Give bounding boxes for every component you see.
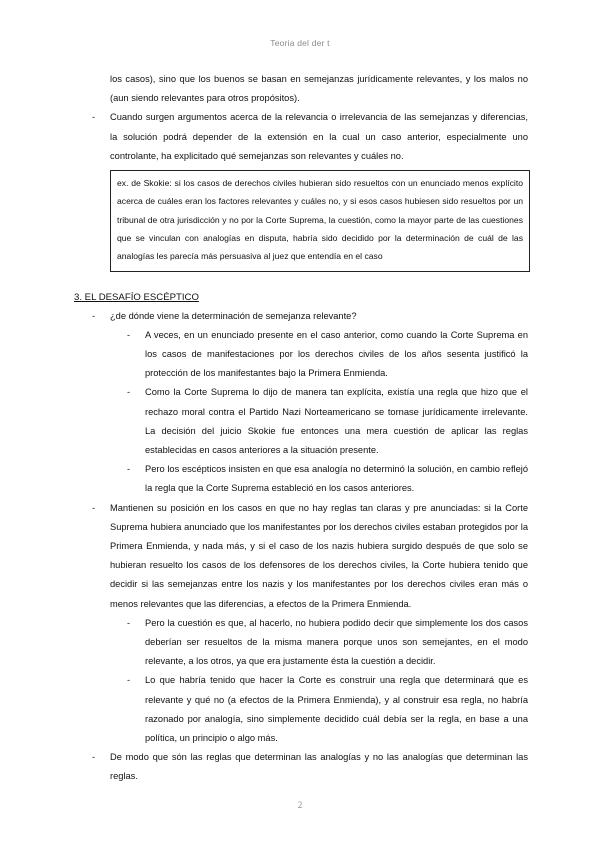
question-item bbox=[92, 307, 528, 326]
bullet-dash: - bbox=[127, 387, 131, 398]
bullet-text: De modo que són las reglas que determinan las analogías y no las analogías que determinan las reglas. bbox=[110, 752, 528, 782]
bullet-dash: - bbox=[92, 112, 96, 123]
bullet-item bbox=[92, 499, 528, 614]
bullet-dash: - bbox=[92, 310, 96, 321]
bullet-text: Cuando surgen argumentos acerca de la relevancia o irrelevancia de las semejanzas y diferencias, la solución podrá depender de la extensión en la cual un caso anterior, especialmente uno controlante, ha explicitado qué semejanzas son relevantes y cuáles no. bbox=[110, 112, 528, 161]
running-header: Teoria del der t bbox=[270, 38, 330, 48]
example-box bbox=[110, 170, 530, 271]
bullet-dash: - bbox=[127, 617, 131, 628]
bullet-dash: - bbox=[92, 752, 96, 763]
document-body bbox=[0, 70, 600, 787]
sub-bullet-item bbox=[127, 614, 528, 672]
sub-bullet-text: Como la Corte Suprema lo dijo de manera tan explícita, existía una regla que hizo que el rechazo moral contra el Partido Nazi Norteamericano se tornase jurídicamente irrelevante. La decisión del juicio Skokie fue entonces una mera cuestión de aplicar las reglas establecidas en casos anteriores a la situación presente. bbox=[145, 387, 528, 455]
bullet-dash: - bbox=[127, 329, 131, 340]
bullet-dash: - bbox=[127, 675, 131, 686]
example-text: ex. de Skokie: si los casos de derechos civiles hubieran sido resueltos con un enunciado menos explícito acerca de cuáles eran los factores relevantes y cuáles no, y si esos casos hubiesen sido resueltos por un tribunal de otra jurisdicción y no por la Corte Suprema, la cuestión, como la mayor parte de las cuestiones que se vinculan con analogías en disputa, habría sido decidido por la determinación de cuál de las analogías les parecía más persuasiva al juez que entendía en el caso bbox=[117, 178, 523, 262]
sub-bullet-item bbox=[127, 671, 528, 748]
bullet-text: Mantienen su posición en los casos en que no hay reglas tan claras y pre anunciadas: si la Corte Suprema hubiera anunciado que los manifestantes por los derechos civiles estaban protegidos por la Primera Enmienda, y nada más, y si el caso de los nazis hubiera surgido después de que solo se hubieran resuelto los casos de los defensores de los derechos civiles, la Corte hubiera tenido que decidir si las semejanzas entre los nazis y los manifestantes por los derechos civiles eran más o menos relevantes que las diferencias, a efectos de la Primera Enmienda. bbox=[110, 502, 528, 609]
bullet-item bbox=[92, 748, 528, 786]
sub-bullet-text: Pero los escépticos insisten en que esa analogía no determinó la solución, en cambio reflejó la regla que la Corte Suprema estableció en los casos anteriores. bbox=[145, 464, 528, 494]
sub-bullet-text: Lo que habría tenido que hacer la Corte es construir una regla que determinará que es relevante y qué no (a efectos de la Primera Enmienda), y al construir esa regla, no habría razonado por analogía, sino simplemente decidido cuál debía ser la regla, en base a una política, un principio o algo más. bbox=[145, 675, 528, 743]
bullet-dash: - bbox=[92, 502, 96, 513]
sub-bullet-text: A veces, en un enunciado presente en el caso anterior, como cuando la Corte Suprema en los casos de manifestaciones por los derechos civiles de los años sesenta justificó la protección de los manifestantes bajo la Primera Enmienda. bbox=[145, 329, 528, 379]
paragraph-continuation: los casos), sino que los buenos se basan en semejanzas jurídicamente relevantes, y los malos no (aun siendo relevantes para otros propósitos). bbox=[110, 74, 528, 104]
sub-bullet-item bbox=[127, 460, 528, 498]
bullet-dash: - bbox=[127, 464, 131, 475]
sub-bullet-item bbox=[127, 326, 528, 384]
question-text: ¿de dónde viene la determinación de semejanza relevante? bbox=[110, 310, 357, 321]
bullet-item bbox=[92, 108, 528, 166]
sub-bullet-item bbox=[127, 383, 528, 460]
page-number: 2 bbox=[297, 800, 303, 810]
section-title: 3. EL DESAFÍO ESCÉPTICO bbox=[74, 291, 199, 303]
sub-bullet-text: Pero la cuestión es que, al hacerlo, no hubiera podido decir que simplemente los dos casos deberían ser resueltos de la misma manera porque unos son semejantes, en el modo relevante, a los otros, ya que era justamente ésta la cuestión a decidir. bbox=[145, 617, 528, 667]
